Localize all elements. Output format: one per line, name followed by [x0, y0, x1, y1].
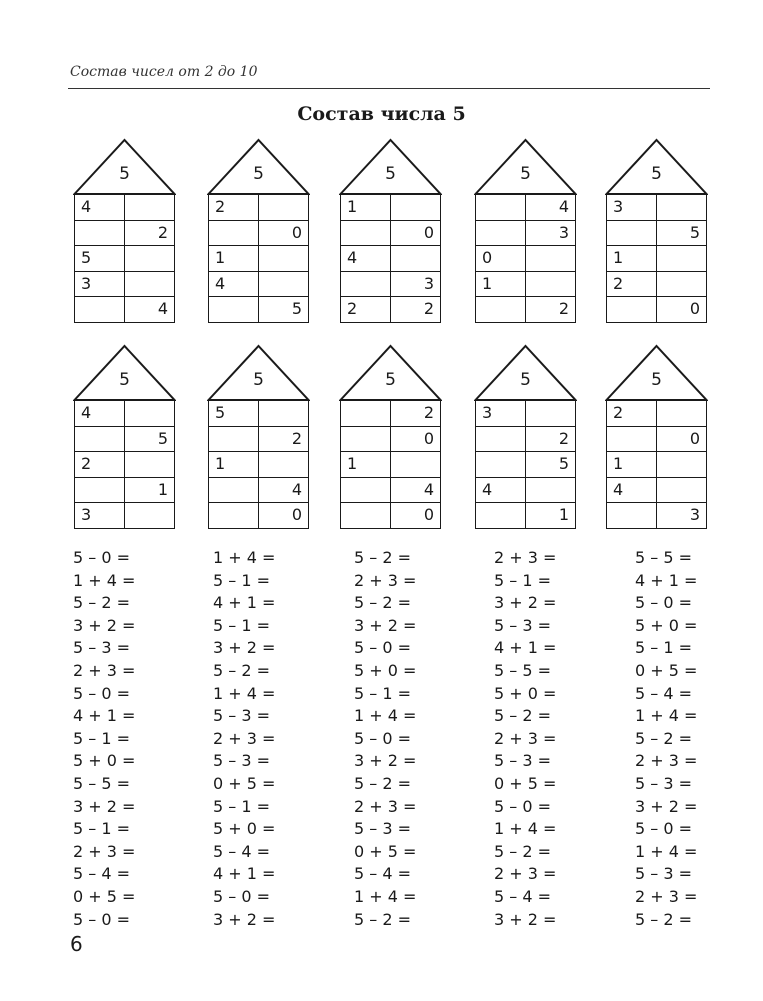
house-row	[209, 271, 309, 297]
exercise-item[interactable]: 5 – 3 =	[213, 706, 271, 726]
right-cell[interactable]: 0	[259, 503, 309, 529]
left-cell[interactable]: 1	[209, 246, 259, 272]
exercise-item[interactable]: 5 – 5 =	[494, 660, 552, 680]
exercise-item[interactable]: 5 + 0 =	[494, 683, 557, 703]
exercise-item[interactable]: 5 – 0 =	[635, 819, 693, 839]
right-cell[interactable]: 2	[391, 401, 441, 427]
exercise-column	[73, 547, 203, 931]
house-grid	[208, 400, 309, 529]
exercise-item[interactable]: 4 + 1 =	[213, 864, 276, 884]
exercise-item[interactable]: 5 – 2 =	[635, 909, 693, 929]
right-cell[interactable]: 2	[125, 220, 175, 246]
right-cell[interactable]: 2	[526, 297, 576, 323]
exercise-item[interactable]: 2 + 3 =	[635, 751, 698, 771]
roof-number: 5	[385, 370, 396, 390]
right-cell[interactable]	[526, 401, 576, 427]
right-cell[interactable]: 4	[526, 195, 576, 221]
exercise-item[interactable]: 5 – 0 =	[73, 548, 131, 567]
right-cell[interactable]	[259, 401, 309, 427]
house-grid	[208, 194, 309, 323]
right-cell[interactable]	[125, 452, 175, 478]
exercise-item[interactable]: 4 + 1 =	[494, 638, 557, 658]
exercise-item[interactable]: 1 + 4 =	[635, 706, 698, 726]
house-row	[476, 503, 576, 529]
left-cell[interactable]	[476, 220, 526, 246]
house-row	[75, 452, 175, 478]
left-cell[interactable]: 2	[341, 297, 391, 323]
left-cell[interactable]	[341, 220, 391, 246]
house-grid	[475, 194, 576, 323]
house-row	[607, 477, 707, 503]
exercise-item[interactable]: 5 – 1 =	[213, 796, 271, 816]
exercise-item[interactable]: 5 – 2 =	[354, 773, 412, 793]
house-row	[341, 426, 441, 452]
house-row	[607, 271, 707, 297]
running-header: Состав чисел от 2 до 10	[70, 64, 258, 80]
page-title: Состав числа 5	[297, 103, 466, 125]
house-row	[75, 426, 175, 452]
right-cell[interactable]: 5	[657, 220, 707, 246]
exercise-item[interactable]: 5 – 0 =	[354, 638, 412, 658]
house-row	[476, 220, 576, 246]
house-row	[476, 195, 576, 221]
exercise-item[interactable]: 3 + 2 =	[73, 615, 136, 635]
left-cell[interactable]	[476, 503, 526, 529]
right-cell[interactable]	[657, 452, 707, 478]
left-cell[interactable]: 4	[607, 477, 657, 503]
exercise-item[interactable]: 5 – 5 =	[73, 773, 131, 793]
house-row	[476, 452, 576, 478]
left-cell[interactable]: 3	[607, 195, 657, 221]
house-row	[75, 503, 175, 529]
exercise-column	[635, 547, 763, 931]
house-row	[75, 477, 175, 503]
left-cell[interactable]: 1	[607, 452, 657, 478]
left-cell[interactable]	[476, 297, 526, 323]
house-row	[341, 271, 441, 297]
right-cell[interactable]: 4	[391, 477, 441, 503]
left-cell[interactable]: 3	[476, 401, 526, 427]
left-cell[interactable]	[607, 220, 657, 246]
house-row	[476, 426, 576, 452]
house-row	[341, 297, 441, 323]
exercise-item[interactable]: 2 + 3 =	[213, 728, 276, 748]
roof-number: 5	[253, 164, 264, 184]
exercise-item[interactable]: 5 – 2 =	[494, 706, 552, 726]
left-cell[interactable]	[341, 503, 391, 529]
left-cell[interactable]: 5	[75, 246, 125, 272]
house-row	[607, 426, 707, 452]
exercise-item[interactable]: 2 + 3 =	[73, 660, 136, 680]
right-cell[interactable]: 2	[259, 426, 309, 452]
right-cell[interactable]	[526, 477, 576, 503]
house-row	[75, 246, 175, 272]
exercise-item[interactable]: 5 + 0 =	[73, 751, 136, 771]
exercise-item[interactable]: 1 + 4 =	[494, 819, 557, 839]
right-cell[interactable]	[391, 452, 441, 478]
left-cell[interactable]: 1	[607, 246, 657, 272]
house-row	[75, 195, 175, 221]
exercise-item[interactable]: 3 + 2 =	[494, 593, 557, 613]
house-grid	[606, 400, 707, 529]
right-cell[interactable]	[657, 195, 707, 221]
house-row	[209, 246, 309, 272]
right-cell[interactable]: 0	[391, 220, 441, 246]
exercise-item[interactable]: 5 – 4 =	[635, 683, 693, 703]
page-number: 6	[70, 932, 83, 956]
left-cell[interactable]	[341, 477, 391, 503]
exercise-item[interactable]: 2 + 3 =	[354, 570, 417, 590]
left-cell[interactable]	[607, 426, 657, 452]
left-cell[interactable]	[75, 220, 125, 246]
house-row	[75, 220, 175, 246]
right-cell[interactable]	[657, 246, 707, 272]
right-cell[interactable]: 0	[391, 503, 441, 529]
exercise-item[interactable]: 0 + 5 =	[494, 773, 557, 793]
left-cell[interactable]: 3	[75, 271, 125, 297]
house-row	[209, 195, 309, 221]
house-row	[75, 271, 175, 297]
exercise-item[interactable]: 3 + 2 =	[73, 796, 136, 816]
exercise-item[interactable]: 5 – 3 =	[213, 751, 271, 771]
right-cell[interactable]	[391, 195, 441, 221]
left-cell[interactable]	[209, 477, 259, 503]
exercise-item[interactable]: 5 – 3 =	[494, 751, 552, 771]
exercise-item[interactable]: 5 – 0 =	[73, 683, 131, 703]
left-cell[interactable]: 1	[341, 452, 391, 478]
house-row	[341, 220, 441, 246]
right-cell[interactable]	[391, 246, 441, 272]
exercise-item[interactable]: 4 + 1 =	[213, 593, 276, 613]
left-cell[interactable]	[209, 503, 259, 529]
house-row	[476, 401, 576, 427]
house-row	[607, 503, 707, 529]
right-cell[interactable]	[259, 195, 309, 221]
left-cell[interactable]: 2	[75, 452, 125, 478]
right-cell[interactable]	[125, 246, 175, 272]
exercise-item[interactable]: 5 – 0 =	[73, 909, 131, 929]
left-cell[interactable]: 2	[209, 195, 259, 221]
exercise-item[interactable]: 5 – 2 =	[354, 909, 412, 929]
exercise-item[interactable]: 5 – 3 =	[635, 773, 693, 793]
right-cell[interactable]: 2	[526, 426, 576, 452]
exercise-item[interactable]: 2 + 3 =	[635, 886, 698, 906]
house-row	[607, 195, 707, 221]
house-row	[75, 297, 175, 323]
exercise-item[interactable]: 0 + 5 =	[73, 886, 136, 906]
exercise-item[interactable]: 3 + 2 =	[354, 615, 417, 635]
right-cell[interactable]	[259, 246, 309, 272]
right-cell[interactable]: 5	[125, 426, 175, 452]
exercise-item[interactable]: 5 + 0 =	[635, 615, 698, 635]
house-row	[607, 452, 707, 478]
exercise-item[interactable]: 1 + 4 =	[73, 570, 136, 590]
house-row	[209, 503, 309, 529]
roof-number: 5	[651, 164, 662, 184]
left-cell[interactable]	[341, 426, 391, 452]
exercise-item[interactable]: 5 – 5 =	[635, 548, 693, 567]
right-cell[interactable]: 0	[657, 426, 707, 452]
exercise-item[interactable]: 5 – 2 =	[213, 660, 271, 680]
exercise-item[interactable]: 1 + 4 =	[354, 886, 417, 906]
house-row	[607, 246, 707, 272]
exercise-item[interactable]: 5 – 2 =	[354, 548, 412, 567]
left-cell[interactable]	[341, 271, 391, 297]
house-row	[341, 452, 441, 478]
left-cell[interactable]	[209, 426, 259, 452]
exercise-item[interactable]: 3 + 2 =	[354, 751, 417, 771]
right-cell[interactable]	[259, 271, 309, 297]
exercise-item[interactable]: 5 – 0 =	[354, 728, 412, 748]
exercise-item[interactable]: 5 – 1 =	[354, 683, 412, 703]
left-cell[interactable]: 4	[476, 477, 526, 503]
house-row	[209, 220, 309, 246]
exercise-item[interactable]: 3 + 2 =	[635, 796, 698, 816]
exercise-item[interactable]: 5 – 2 =	[494, 841, 552, 861]
house-row	[607, 401, 707, 427]
right-cell[interactable]	[125, 271, 175, 297]
exercise-item[interactable]: 5 – 2 =	[73, 593, 131, 613]
house-grid	[606, 194, 707, 323]
roof-number: 5	[520, 370, 531, 390]
exercise-column	[494, 547, 624, 931]
house-grid	[74, 400, 175, 529]
roof-number: 5	[119, 370, 130, 390]
exercise-item[interactable]: 4 + 1 =	[73, 706, 136, 726]
house-row	[209, 452, 309, 478]
left-cell[interactable]	[607, 503, 657, 529]
exercise-item[interactable]: 5 – 2 =	[635, 728, 693, 748]
left-cell[interactable]	[476, 195, 526, 221]
roof-number: 5	[385, 164, 396, 184]
exercise-item[interactable]: 2 + 3 =	[73, 841, 136, 861]
exercise-item[interactable]: 5 – 0 =	[635, 593, 693, 613]
left-cell[interactable]	[476, 452, 526, 478]
house-row	[607, 297, 707, 323]
right-cell[interactable]: 4	[259, 477, 309, 503]
house-row	[341, 246, 441, 272]
exercise-item[interactable]: 0 + 5 =	[213, 773, 276, 793]
exercise-item[interactable]: 2 + 3 =	[354, 796, 417, 816]
left-cell[interactable]	[75, 426, 125, 452]
house-row	[607, 220, 707, 246]
right-cell[interactable]	[259, 452, 309, 478]
left-cell[interactable]: 4	[341, 246, 391, 272]
right-cell[interactable]	[657, 477, 707, 503]
left-cell[interactable]: 5	[209, 401, 259, 427]
exercise-item[interactable]: 1 + 4 =	[213, 548, 276, 567]
right-cell[interactable]	[526, 271, 576, 297]
left-cell[interactable]	[75, 477, 125, 503]
exercise-item[interactable]: 5 – 4 =	[213, 841, 271, 861]
left-cell[interactable]: 0	[476, 246, 526, 272]
right-cell[interactable]	[526, 246, 576, 272]
house-grid	[74, 194, 175, 323]
left-cell[interactable]	[209, 297, 259, 323]
right-cell[interactable]	[657, 401, 707, 427]
left-cell[interactable]: 4	[209, 271, 259, 297]
exercise-item[interactable]: 5 – 3 =	[635, 864, 693, 884]
roof-number: 5	[520, 164, 531, 184]
right-cell[interactable]: 1	[526, 503, 576, 529]
left-cell[interactable]	[341, 401, 391, 427]
house-row	[209, 401, 309, 427]
exercise-item[interactable]: 1 + 4 =	[354, 706, 417, 726]
exercise-item[interactable]: 1 + 4 =	[635, 841, 698, 861]
exercise-item[interactable]: 5 – 1 =	[213, 570, 271, 590]
left-cell[interactable]: 1	[476, 271, 526, 297]
house-row	[341, 477, 441, 503]
right-cell[interactable]	[125, 503, 175, 529]
right-cell[interactable]: 3	[391, 271, 441, 297]
exercise-item[interactable]: 5 – 1 =	[635, 638, 693, 658]
house-row	[209, 297, 309, 323]
exercise-item[interactable]: 5 – 3 =	[354, 819, 412, 839]
right-cell[interactable]: 0	[391, 426, 441, 452]
right-cell[interactable]: 0	[259, 220, 309, 246]
house-row	[209, 426, 309, 452]
roof-number: 5	[651, 370, 662, 390]
exercise-item[interactable]: 5 – 1 =	[73, 728, 131, 748]
right-cell[interactable]	[657, 271, 707, 297]
exercise-item[interactable]: 5 – 3 =	[494, 615, 552, 635]
left-cell[interactable]	[209, 220, 259, 246]
left-cell[interactable]: 1	[209, 452, 259, 478]
exercise-item[interactable]: 2 + 3 =	[494, 548, 557, 567]
exercise-item[interactable]: 5 – 4 =	[73, 864, 131, 884]
exercise-item[interactable]: 5 – 0 =	[213, 886, 271, 906]
right-cell[interactable]: 3	[657, 503, 707, 529]
left-cell[interactable]: 4	[75, 195, 125, 221]
exercise-column	[354, 547, 484, 931]
header-divider	[68, 88, 710, 89]
right-cell[interactable]: 5	[526, 452, 576, 478]
exercise-item[interactable]: 0 + 5 =	[354, 841, 417, 861]
left-cell[interactable]: 1	[341, 195, 391, 221]
left-cell[interactable]: 2	[607, 401, 657, 427]
left-cell[interactable]: 2	[607, 271, 657, 297]
left-cell[interactable]: 3	[75, 503, 125, 529]
left-cell[interactable]	[607, 297, 657, 323]
roof-number: 5	[119, 164, 130, 184]
right-cell[interactable]: 3	[526, 220, 576, 246]
exercise-item[interactable]: 5 – 4 =	[494, 886, 552, 906]
right-cell[interactable]: 0	[657, 297, 707, 323]
house-row	[476, 297, 576, 323]
exercise-item[interactable]: 1 + 4 =	[213, 683, 276, 703]
left-cell[interactable]: 4	[75, 401, 125, 427]
exercise-item[interactable]: 3 + 2 =	[213, 909, 276, 929]
house-row	[341, 503, 441, 529]
exercise-item[interactable]: 5 + 0 =	[354, 660, 417, 680]
house-row	[75, 401, 175, 427]
exercise-item[interactable]: 4 + 1 =	[635, 570, 698, 590]
right-cell[interactable]: 5	[259, 297, 309, 323]
house-grid	[340, 400, 441, 529]
house-row	[476, 271, 576, 297]
right-cell[interactable]: 2	[391, 297, 441, 323]
exercise-item[interactable]: 3 + 2 =	[213, 638, 276, 658]
left-cell[interactable]	[75, 297, 125, 323]
exercise-item[interactable]: 5 – 1 =	[73, 819, 131, 839]
exercise-item[interactable]: 0 + 5 =	[635, 660, 698, 680]
roof-number: 5	[253, 370, 264, 390]
house-row	[341, 195, 441, 221]
exercise-item[interactable]: 5 – 1 =	[213, 615, 271, 635]
exercise-item[interactable]: 5 – 0 =	[494, 796, 552, 816]
house-row	[476, 246, 576, 272]
house-row	[476, 477, 576, 503]
right-cell[interactable]: 1	[125, 477, 175, 503]
exercise-item[interactable]: 2 + 3 =	[494, 864, 557, 884]
house-row	[341, 401, 441, 427]
right-cell[interactable]	[125, 195, 175, 221]
house-grid	[475, 400, 576, 529]
house-grid	[340, 194, 441, 323]
right-cell[interactable]	[125, 401, 175, 427]
house-row	[209, 477, 309, 503]
exercise-item[interactable]: 3 + 2 =	[494, 909, 557, 929]
right-cell[interactable]: 4	[125, 297, 175, 323]
exercise-item[interactable]: 5 – 1 =	[494, 570, 552, 590]
exercise-item[interactable]: 5 + 0 =	[213, 819, 276, 839]
exercise-item[interactable]: 2 + 3 =	[494, 728, 557, 748]
exercise-item[interactable]: 5 – 2 =	[354, 593, 412, 613]
left-cell[interactable]	[476, 426, 526, 452]
exercise-column	[213, 547, 343, 931]
exercise-item[interactable]: 5 – 3 =	[73, 638, 131, 658]
exercise-item[interactable]: 5 – 4 =	[354, 864, 412, 884]
